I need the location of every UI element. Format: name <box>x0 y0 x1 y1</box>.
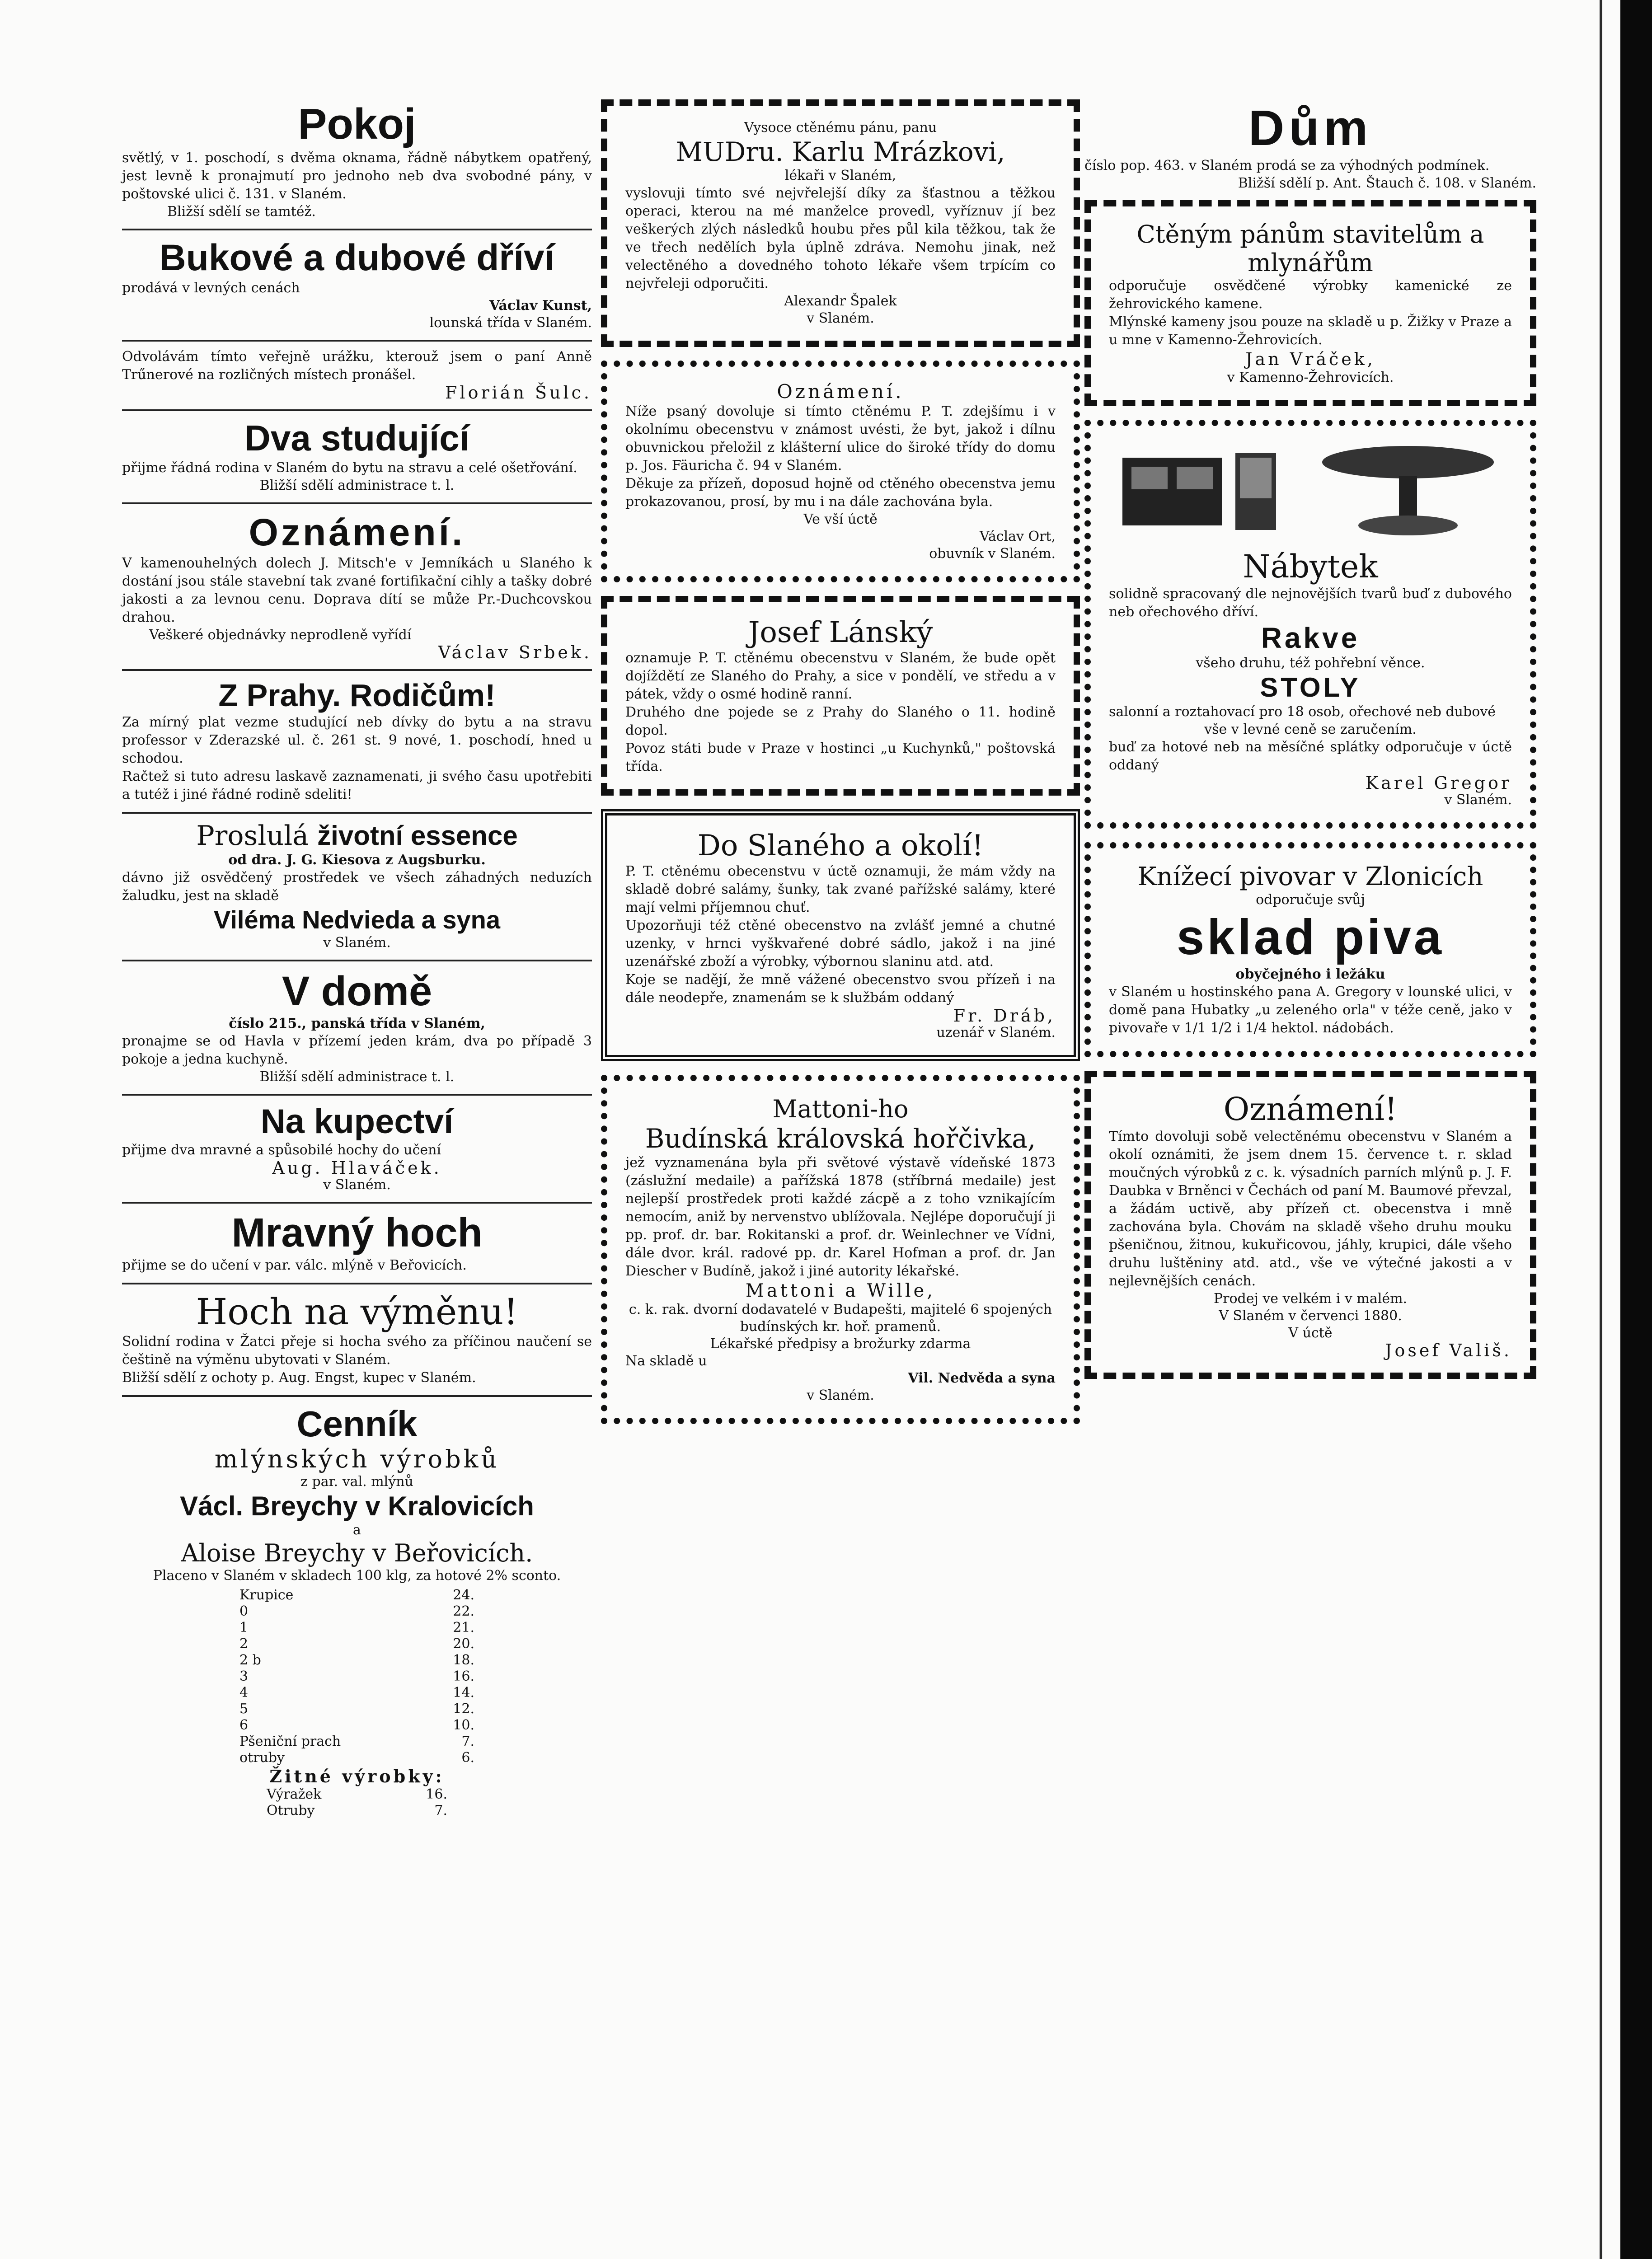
ad-place: v Kamenno-Žehrovicích. <box>1227 370 1394 385</box>
price-item-value: 7. <box>461 1734 474 1749</box>
ad-signature: Jan Vráček, <box>1245 349 1375 369</box>
divider <box>122 1283 592 1284</box>
ad-place: v Slaném. <box>323 1177 391 1193</box>
ad-body-3: Povoz státi bude v Praze v hostinci „u Kuchynků," poštovská třída. <box>625 741 1056 774</box>
ad-pivovar <box>1084 842 1536 1057</box>
ad-title: Oznámení. <box>249 511 465 553</box>
ad-body: odporučuje osvědčené výrobky kamenické ze žehrovického kamene. <box>1109 278 1512 312</box>
ad-signature-place: uzenář v Slaném. <box>936 1025 1056 1040</box>
ad-title: Mravný hoch <box>231 1210 483 1256</box>
divider <box>122 409 592 411</box>
ad-footer: Bližší sdělí administrace t. l. <box>259 478 455 493</box>
ad-line: Vysoce ctěnému pánu, panu <box>744 120 937 136</box>
price-item-name: 2 b <box>239 1652 261 1668</box>
divider <box>122 229 592 230</box>
ad-cennik <box>122 1403 592 1819</box>
ad-valis <box>1084 1071 1536 1379</box>
ad-subtitle: Budínská královská hořčivka, <box>645 1123 1036 1154</box>
ad-body: V kamenouhelných dolech J. Mitsch'e v Jemníkách u Slaného k dostání jsou stále stavební tak zvané fortifikační cihly a tašky dobré jakosti a za levnou cenu. Doprava dítí se může Pr.-Duchcovskou drahou. <box>122 555 592 625</box>
ad-title: Josef Lánský <box>748 616 933 649</box>
ad-body-2: Druhého dne pojede se z Prahy do Slaného o 11. hodině dopol. <box>625 704 1056 738</box>
ad-signature: Alexandr Špalek <box>784 293 897 309</box>
ad-signature-place: lounská třída v Slaném. <box>429 315 592 331</box>
price-row <box>267 1803 447 1819</box>
ad-lansky <box>601 596 1080 796</box>
price-item-name: 2 <box>239 1636 249 1652</box>
ad-title: Dům <box>1248 100 1373 156</box>
ad-body: oznamuje P. T. ctěnému obecenstvu v Slaném, že bude opět dojíždětí ze Slaného do Prahy, a sice v pondělí, ve středu a v pátek, vždy o osmé hodině ranní. <box>625 650 1056 702</box>
ad-oznameni-cihly <box>122 511 592 661</box>
price-item-name: 4 <box>239 1685 249 1701</box>
price-item-value: 6. <box>461 1750 474 1766</box>
ad-rodicum <box>122 677 592 804</box>
divider <box>122 669 592 671</box>
ad-signature: Václav Ort, <box>979 529 1056 544</box>
price-item-name: 0 <box>239 1603 249 1619</box>
ad-signature-intro: Ve vší úctě <box>803 511 878 527</box>
ad-title: Ctěným pánům stavitelům a mlynářům <box>1136 220 1484 277</box>
ad-body-2: Prodej ve velkém i v malém. <box>1213 1291 1408 1307</box>
ad-body-2: Děkuje za přízeň, doposud hojně od ctěného obecenstva jemu prokazovanou, prosí, by mu i na dále zachována byla. <box>625 476 1056 510</box>
ad-nabytek <box>1084 420 1536 829</box>
ad-signature: Václav Kunst, <box>489 298 592 314</box>
price-row <box>239 1668 474 1685</box>
ad-big-title: sklad piva <box>1177 909 1444 965</box>
price-item-value: 21. <box>453 1620 474 1636</box>
ad-subtitle: mlýnských výrobků <box>214 1445 500 1473</box>
ad-body: Za mírný plat vezme studující neb dívky do bytu a na stravu professor v Zderazské ul. č. 261 st. 9 nové, 1. poschodí, hned u schodou. <box>122 714 592 766</box>
ad-kupectvi <box>122 1102 592 1194</box>
price-row <box>239 1652 474 1668</box>
ad-drab <box>601 809 1080 1061</box>
ad-title: Knížecí pivovar v Zlonicích <box>1137 862 1483 891</box>
price-row <box>239 1685 474 1701</box>
divider <box>122 340 592 342</box>
table-icon <box>1313 440 1503 539</box>
ad-title-2: životní essence <box>317 820 518 851</box>
ad-body: prodává v levných cenách <box>122 280 300 296</box>
column-left <box>122 99 592 1827</box>
price-row <box>239 1603 474 1620</box>
scan-edge-line <box>1600 0 1602 2259</box>
price-row <box>239 1734 474 1750</box>
ad-title: V domě <box>282 968 432 1014</box>
ad-body-2: Veškeré objednávky neprodleně vyřídí <box>149 627 412 643</box>
ad-title: Do Slaného a okolí! <box>697 829 984 862</box>
ad-title: Nábytek <box>1243 548 1378 585</box>
ad-signature: Vil. Nedvěda a syna <box>908 1370 1056 1386</box>
ad-vracek <box>1084 200 1536 406</box>
ad-body-2: Upozorňuji též ctěné obecenstvo na zvlášť jemné a chutné uzenky, v hrnci vyškvařené dobré sádlo, jakož i na jiné uzenářské zboží a výrobky, výbornou slaninu atd. atd. <box>625 918 1056 970</box>
ad-body: přijme dva mravné a spůsobilé hochy do učení <box>122 1142 441 1158</box>
ad-body: Odvolávám tímto veřejně urážku, kterouž jsem o paní Anně Trűnerové na rozličných místech pronášel. <box>122 349 592 383</box>
price-item-name: Výražek <box>267 1786 322 1802</box>
ad-ort <box>601 361 1080 582</box>
ad-body: vyslovuji tímto své nejvřelejší díky za šťastnou a těžkou operaci, kterou na mé manželce provedl, vyříznuv jí bez veškerých zlých následků houbu přes půl kila těžkou, tak že ve třech nedělích byla úplně zdráva. Nemohu jinak, než velectěného a dovedného tohoto lékaře všem trpícím co nejvřeleji odporučiti. <box>625 185 1056 291</box>
ad-terms: Placeno v Slaném v skladech 100 klg, za hotové 2% sconto. <box>153 1568 561 1584</box>
ad-body-2: Bližší sdělí z ochoty p. Aug. Engst, kupec v Slaném. <box>122 1370 476 1386</box>
price-subheading: Žitné výrobky: <box>269 1766 445 1786</box>
divider <box>122 960 592 961</box>
ad-signature: Florián Šulc. <box>445 383 592 403</box>
price-item-name: Krupice <box>239 1587 294 1603</box>
price-item-value: 20. <box>453 1636 474 1652</box>
ad-line-2: obyčejného i ležáku <box>1235 966 1385 982</box>
furniture-icon <box>1118 440 1290 539</box>
ad-firm-2: Aloise Breychy v Beřovicích. <box>181 1539 533 1567</box>
ad-firm: Mattoni a Wille, <box>745 1280 936 1301</box>
ad-pokoj <box>122 99 592 220</box>
price-row <box>239 1587 474 1603</box>
ad-title: Bukové a dubové dříví <box>159 237 555 278</box>
ad-rakve: Rakve <box>1261 622 1360 654</box>
ad-name: MUDru. Karlu Mrázkovi, <box>676 136 1005 167</box>
price-item-name: 5 <box>239 1701 249 1717</box>
price-row <box>239 1717 474 1734</box>
price-item-value: 16. <box>426 1786 447 1802</box>
ad-title: Na kupectví <box>260 1102 454 1141</box>
ad-footer: Bližší sdělí administrace t. l. <box>259 1069 455 1085</box>
price-item-value: 18. <box>453 1652 474 1668</box>
ad-place: v Slaném. <box>807 310 874 326</box>
price-list <box>239 1587 474 1766</box>
ad-body: solidně spracovaný dle nejnovějších tvarů buď z dubového neb ořechového dříví. <box>1109 586 1512 620</box>
scan-edge <box>1620 0 1652 2259</box>
divider <box>122 502 592 504</box>
divider <box>122 1395 592 1397</box>
ad-body: Tímto dovoluji sobě velectěnému obecenstvu v Slaném a okolí oznámiti, že jsem dnem 15. července t. r. sklad moučných výrobků z c. k. výsadních parních mlýnů p. J. F. Daubka v Brněnci v Čechách od paní M. Baumové převzal, a žádám uctivě, aby přízeň ct. obecenstva i mně zachována byla. Chovám na skladě všeho druhu mouku pšeničnou, žitnou, kukuřicovou, jáhly, krupici, dále všeho druhu luštěniny atd. atd., vše ve výtečné jakosti a v nejlevnějších cenách. <box>1109 1129 1512 1289</box>
ad-subtitle-2: z par. val. mlýnů <box>300 1474 413 1490</box>
ad-title: Pokoj <box>298 100 416 148</box>
ad-title: Proslulá <box>196 820 309 852</box>
price-item-value: 10. <box>453 1717 474 1733</box>
ad-mattoni <box>601 1075 1080 1424</box>
ad-body-4: vše v levné ceně se zaručením. <box>1204 722 1417 737</box>
furniture-illustration <box>1118 440 1503 539</box>
price-row <box>267 1786 447 1803</box>
ad-dum <box>1084 99 1536 192</box>
price-item-name: otruby <box>239 1750 285 1766</box>
price-item-value: 12. <box>453 1701 474 1717</box>
ad-firm: Václ. Breychy v Kralovicích <box>180 1491 534 1521</box>
ad-body: světlý, v 1. poschodí, s dvěma oknama, řádně nábytkem opatřený, jest levně k pronajmutí pro jednoho neb dva svobodné pány, v poštovské ulici č. 131. v Slaném. <box>122 150 592 202</box>
ad-amp: a <box>353 1522 361 1538</box>
ad-signature: Fr. Dráb, <box>953 1006 1056 1026</box>
price-item-name: 3 <box>239 1668 249 1684</box>
ad-signature-place: obuvník v Slaném. <box>929 546 1056 562</box>
price-row <box>239 1701 474 1717</box>
ad-line: od dra. J. G. Kiesova z Augsburku. <box>228 852 486 868</box>
ad-body: dávno již osvědčený prostředek ve všech záhadných neduzích žaludku, jest na skladě <box>122 870 592 904</box>
price-item-name: 6 <box>239 1717 249 1733</box>
ad-signature: Aug. Hlaváček. <box>272 1158 442 1178</box>
ad-signature: Josef Vališ. <box>1385 1340 1512 1360</box>
ad-studujici <box>122 417 592 494</box>
ad-body: P. T. ctěnému obecenstvu v úctě oznamuji, že mám vždy na skladě dobré salámy, šunky, tak zvané pařížské salámy, které mají velmi příjemnou chuť. <box>625 863 1056 915</box>
price-item-name: Otruby <box>267 1803 315 1818</box>
ad-hoch <box>122 1291 592 1387</box>
ad-body-2: Račtež si tuto adresu laskavě zaznamenati, ji svého času upotřebiti a tutéž i jiné řádné rodině sdeliti! <box>122 769 592 802</box>
ad-title: Oznámení. <box>777 380 904 403</box>
ad-title: Z Prahy. Rodičům! <box>218 678 496 713</box>
ad-title: Cenník <box>296 1404 418 1444</box>
ad-body-2: Bližší sdělí p. Ant. Štauch č. 108. v Slaném. <box>1238 175 1536 191</box>
price-row <box>239 1620 474 1636</box>
ad-signature-intro: V úctě <box>1288 1325 1333 1341</box>
ad-body: v Slaném u hostinského pana A. Gregory v lounské ulici, v domě pana Hubatky „u zeleného orla" v téže ceně, jako v pivovaře v 1/1 1/2 i 1/4 hektol. nádobách. <box>1109 984 1512 1036</box>
ad-place: v Slaném. <box>807 1387 874 1403</box>
ad-title: Dva studující <box>244 418 469 458</box>
ad-title: Mattoni-ho <box>772 1095 909 1123</box>
divider <box>122 1094 592 1096</box>
ad-drivi <box>122 237 592 332</box>
ad-body-2: všeho druhu, též pohřební věnce. <box>1196 655 1425 671</box>
price-list-2 <box>267 1786 447 1819</box>
ad-body: Solidní rodina v Žatci přeje si hocha svého za příčinou naučení se češtině na výměnu ubytovati v Slaném. <box>122 1334 592 1368</box>
price-item-name: Pšeniční prach <box>239 1734 341 1749</box>
price-item-value: 7. <box>434 1803 447 1818</box>
ad-body: přijme řádná rodina v Slaném do bytu na stravu a celé ošetřování. <box>122 460 577 476</box>
column-middle <box>601 99 1080 1438</box>
ad-footer: Bližší sdělí se tamtéž. <box>167 204 316 220</box>
ad-firm-2: c. k. rak. dvorní dodavatelé v Budapešti, majitelé 6 spojených budínských kr. hoř. pramenů. <box>629 1302 1052 1335</box>
ad-body-2: Mlýnské kameny jsou pouze na skladě u p. Žižky v Praze a u mne v Kamenno-Žehrovicích. <box>1109 314 1512 348</box>
ad-title: Oznámení! <box>1223 1091 1398 1128</box>
ad-body: Níže psaný dovoluje si tímto ctěnému P. T. zdejšímu i v okolnímu obecenstvu v známost uvésti, že byt, jakož i dílnu obuvnickou přeložil z klášterní ulice do široké třídy do domu p. Jos. Fäuricha č. 94 v Slaném. <box>625 403 1056 473</box>
ad-essence <box>122 820 592 951</box>
ad-line-2: lékaři v Slaném, <box>784 168 896 183</box>
ad-body: přijme se do učení v par. válc. mlýně v Beřovicích. <box>122 1257 467 1273</box>
ad-body: číslo pop. 463. v Slaném prodá se za výhodných podmínek. <box>1084 158 1490 173</box>
ad-signature: Václav Srbek. <box>438 642 592 662</box>
price-item-value: 16. <box>453 1668 474 1684</box>
ad-place: v Slaném. <box>323 935 391 951</box>
ad-line: odporučuje svůj <box>1256 892 1365 908</box>
ad-date: V Slaném v červenci 1880. <box>1219 1308 1402 1324</box>
ad-body-2: Lékařské předpisy a brožurky zdarma <box>710 1336 971 1352</box>
price-item-name: 1 <box>239 1620 249 1636</box>
divider <box>122 812 592 814</box>
ad-name: Viléma Nedvieda a syna <box>214 905 500 934</box>
column-right <box>1084 99 1536 1392</box>
ad-stoly: STOLY <box>1260 672 1361 703</box>
ad-body-3: Na skladě u <box>625 1353 707 1369</box>
ad-mravny <box>122 1210 592 1275</box>
price-row <box>239 1636 474 1652</box>
ad-body-3: Koje se nadějí, že mně vážené obecenstvo svou přízeň i na dále neodepře, znamenám se k službám oddaný <box>625 972 1056 1006</box>
price-item-value: 14. <box>453 1685 474 1701</box>
price-row <box>239 1750 474 1766</box>
ad-body-3: salonní a roztahovací pro 18 osob, ořechové neb dubové <box>1109 704 1496 720</box>
ad-signature: Karel Gregor <box>1365 773 1512 793</box>
ad-place: v Slaném. <box>1444 792 1512 808</box>
ad-odvolani <box>122 348 592 401</box>
divider <box>122 1202 592 1204</box>
price-item-value: 22. <box>453 1603 474 1619</box>
ad-body: pronajme se od Havla v přízemí jeden krám, dva po případě 3 pokoje a jedna kuchyně. <box>122 1033 592 1067</box>
ad-v-dome <box>122 968 592 1086</box>
ad-title: Hoch na výměnu! <box>196 1291 518 1333</box>
ad-mudr <box>601 99 1080 347</box>
ad-body: jež vyznamenána byla při světové výstavě vídeňské 1873 (záslužní medaile) a pařížská 1878 (stříbrná medaile) jest nejlepší prostředek proti každé zácpě a z toho vznikajícím nemocím, aniž by nervenstvo ublížovala. Nejlépe doporučují ji pp. prof. dr. bar. Rokitanski a prof. dr. Weinlechner ve Vídni, dále dvor. král. radové pp. dr. Karel Hofman a prof. dr. Jan Diescher v Budíně, jakož i jiné autority lékařské. <box>625 1155 1056 1279</box>
ad-body-5: buď za hotové neb na měsíčné splátky odporučuje v úctě oddaný <box>1109 739 1512 773</box>
ad-line: číslo 215., panská třída v Slaném, <box>229 1016 485 1031</box>
price-item-value: 24. <box>453 1587 474 1603</box>
